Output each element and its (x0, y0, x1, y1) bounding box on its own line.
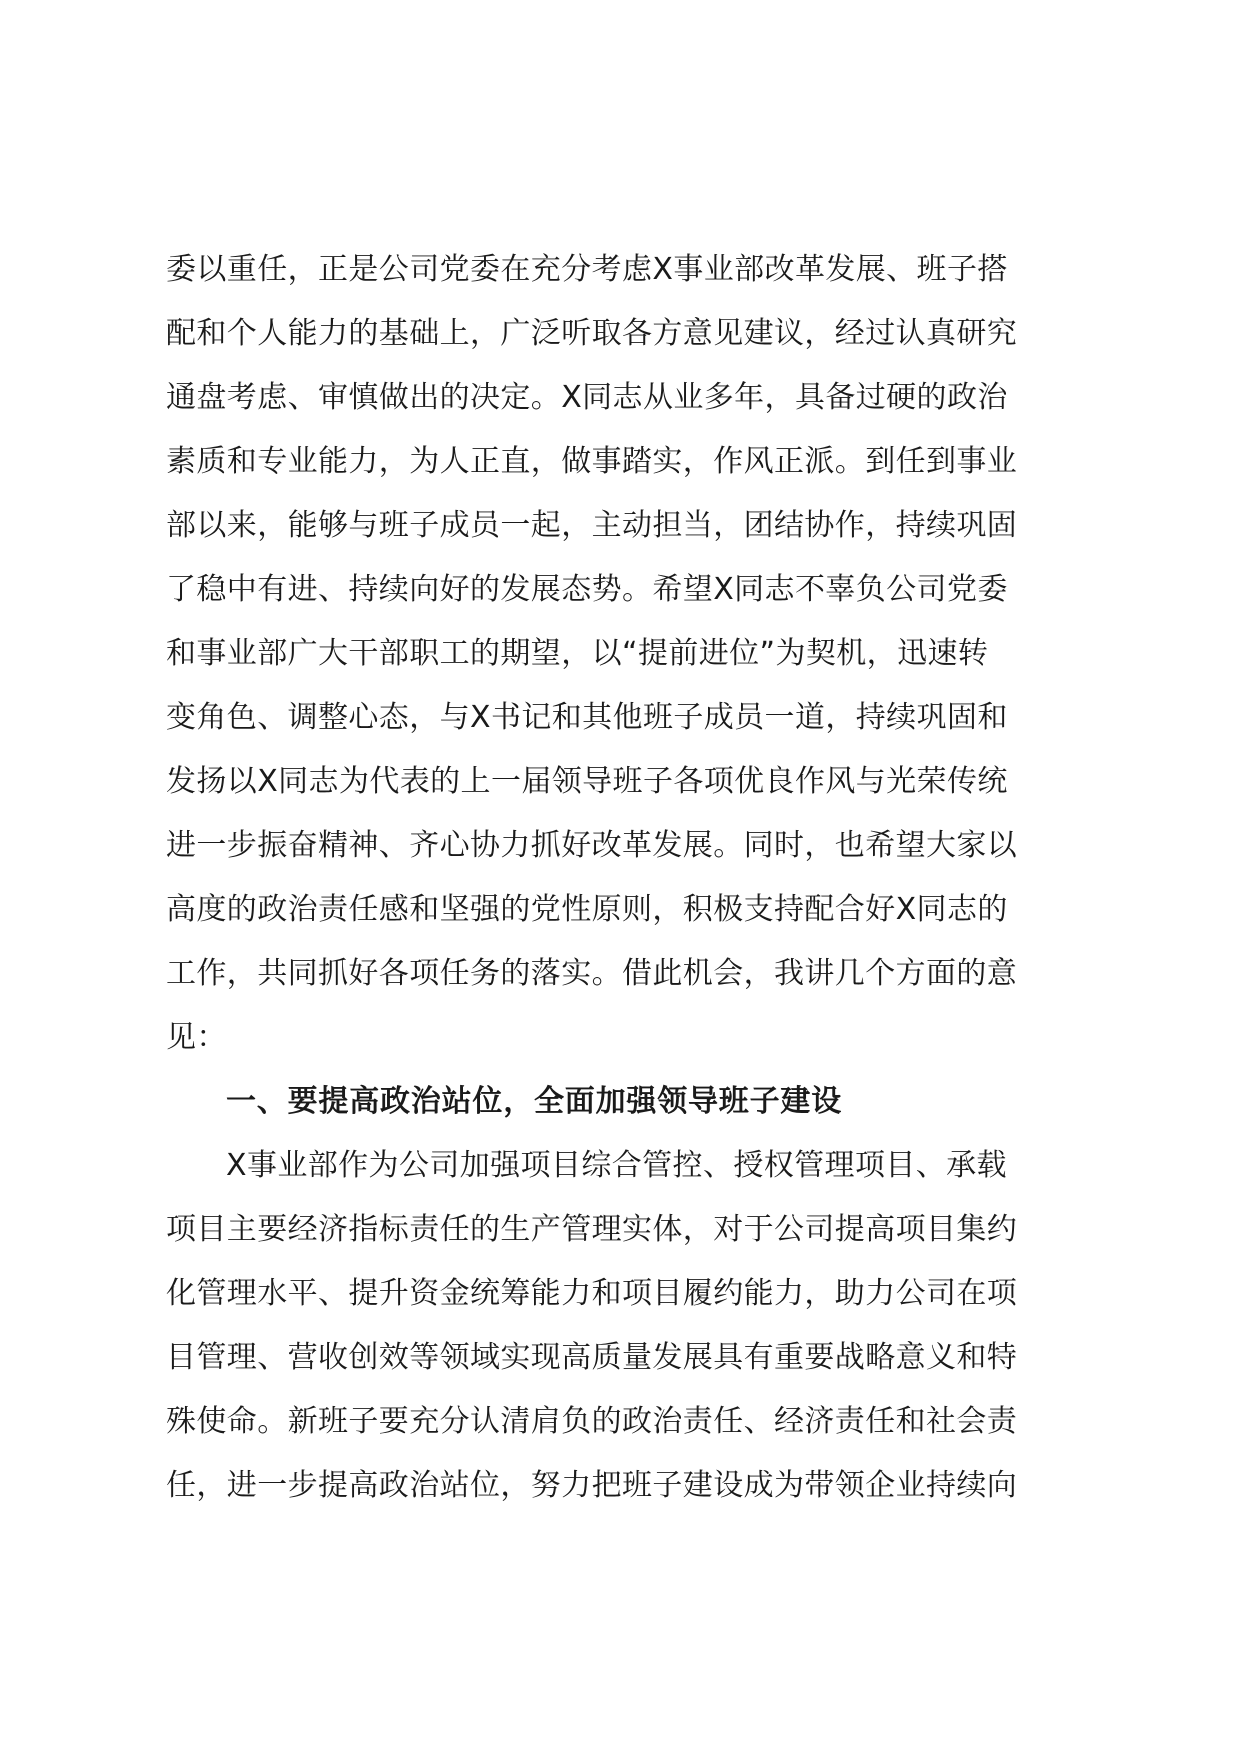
section-heading: 一、要提高政治站位，全面加强领导班子建设 (226, 1084, 842, 1119)
text-line: 化管理水平、提升资金统筹能力和项目履约能力，助力公司在项 (166, 1276, 1018, 1311)
text-line: 素质和专业能力，为人正直，做事踏实，作风正派。到任到事业 (166, 444, 1018, 479)
text-line: 项目主要经济指标责任的生产管理实体，对于公司提高项目集约 (166, 1212, 1018, 1247)
text-line: 工作，共同抓好各项任务的落实。借此机会，我讲几个方面的意 (166, 956, 1018, 991)
text-line: 目管理、营收创效等领域实现高质量发展具有重要战略意义和特 (166, 1340, 1018, 1375)
text-line: 进一步振奋精神、齐心协力抓好改革发展。同时，也希望大家以 (166, 828, 1018, 863)
text-line: 见： (166, 1020, 227, 1055)
text-line: 委以重任，正是公司党委在充分考虑X事业部改革发展、班子搭 (166, 252, 1008, 287)
text-line: 殊使命。新班子要充分认清肩负的政治责任、经济责任和社会责 (166, 1404, 1018, 1439)
text-line: 高度的政治责任感和坚强的党性原则，积极支持配合好X同志的 (166, 892, 1008, 927)
text-line: 通盘考虑、审慎做出的决定。X同志从业多年，具备过硬的政治 (166, 380, 1008, 415)
document-body (166, 238, 1096, 1518)
text-line: 变角色、调整心态，与X书记和其他班子成员一道，持续巩固和 (166, 700, 1008, 735)
text-line: 了稳中有进、持续向好的发展态势。希望X同志不辜负公司党委 (166, 572, 1008, 607)
text-line: 任，进一步提高政治站位，努力把班子建设成为带领企业持续向 (166, 1468, 1018, 1503)
text-line: 部以来，能够与班子成员一起，主动担当，团结协作，持续巩固 (166, 508, 1018, 543)
text-line: X事业部作为公司加强项目综合管控、授权管理项目、承载 (226, 1148, 1007, 1183)
text-line: 配和个人能力的基础上，广泛听取各方意见建议，经过认真研究 (166, 316, 1018, 351)
paragraph-2 (166, 1134, 1096, 1518)
paragraph-1 (166, 238, 1096, 1070)
text-line: 发扬以X同志为代表的上一届领导班子各项优良作风与光荣传统 (166, 764, 1008, 799)
text-line: 和事业部广大干部职工的期望，以“提前进位”为契机，迅速转 (166, 636, 989, 671)
